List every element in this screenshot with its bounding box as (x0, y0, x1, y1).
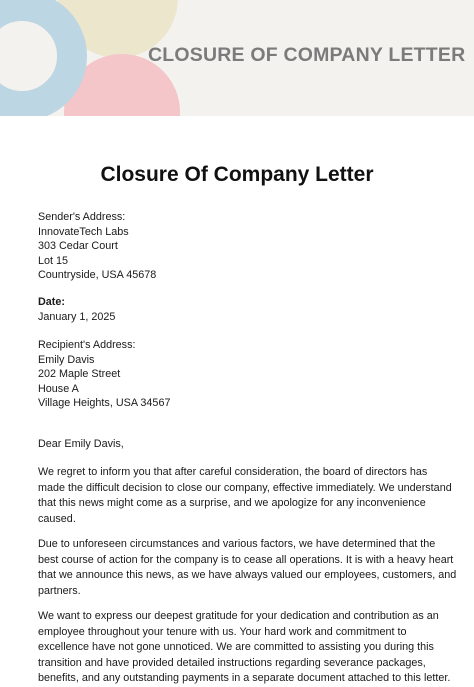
paragraph-1 (38, 465, 452, 527)
sender-line: InnovateTech Labs (38, 225, 129, 238)
paragraph-line: transition and have provided detailed instructions regarding severance packages, (38, 656, 426, 669)
date-value: January 1, 2025 (38, 310, 116, 323)
paragraph-2 (38, 537, 457, 599)
document-title: Closure Of Company Letter (100, 163, 374, 186)
paragraph-3 (38, 609, 451, 687)
recipient-line: 202 Maple Street (38, 368, 121, 381)
paragraph-line: partners. (38, 584, 81, 597)
recipient-label: Recipient's Address: (38, 339, 136, 351)
header-banner (0, 0, 474, 116)
sender-line: Countryside, USA 45678 (38, 269, 157, 282)
paragraph-line: made the difficult decision to close our company, effective immediately. We understand (38, 481, 452, 494)
recipient-line: Emily Davis (38, 353, 95, 366)
paragraph-line: that we announce this news, as we have always valued our employees, customers, and (38, 569, 457, 582)
sender-address (38, 210, 438, 283)
banner-title: CLOSURE OF COMPANY LETTER (148, 44, 466, 66)
salutation-text: Dear Emily Davis, (38, 438, 124, 450)
paragraph-line: caused. (38, 512, 76, 525)
recipient-line: House A (38, 382, 79, 395)
sender-line: Lot 15 (38, 254, 69, 267)
blue-ring (0, 6, 72, 106)
paragraph-line: We regret to inform you that after careful consideration, the board of directors has (38, 466, 428, 478)
paragraph-line: that this news might come as a surprise, and we apologize for any inconvenience (38, 497, 426, 510)
date-block (38, 295, 438, 324)
paragraph-line: employee throughout your tenure with us. Your hard work and commitment to (38, 625, 407, 638)
salutation (38, 437, 438, 452)
paragraph-line: Due to unforeseen circumstances and various factors, we have determined that the (38, 538, 436, 550)
sender-label: Sender's Address: (38, 211, 126, 223)
paragraph-line: best course of action for the company is to cease all operations. It is with a heavy heart (38, 553, 454, 566)
paragraph-line: We want to express our deepest gratitude for your dedication and contribution as an (38, 610, 439, 622)
paragraph-line: benefits, and any outstanding payments in a separate document attached to this letter. (38, 672, 451, 685)
sender-line: 303 Cedar Court (38, 240, 118, 253)
paragraph-line: excellence have not gone unnoticed. We are committed to assisting you during this (38, 641, 434, 654)
date-label: Date: (38, 296, 65, 308)
recipient-line: Village Heights, USA 34567 (38, 397, 171, 410)
recipient-address (38, 338, 438, 411)
